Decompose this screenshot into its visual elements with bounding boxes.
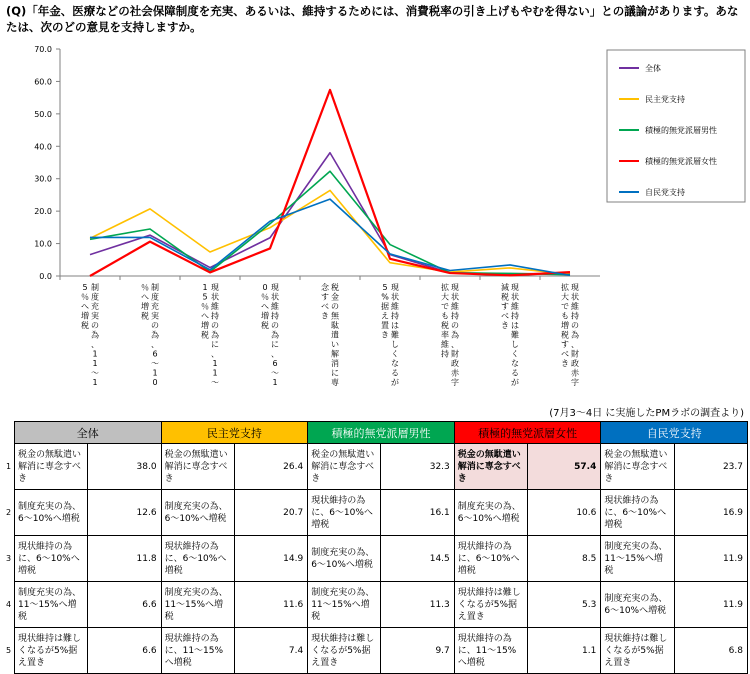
x-category-label: 現状維持の為、財政赤字拡大でも増税すべき xyxy=(561,283,579,387)
rank-col-header xyxy=(6,422,15,444)
answer-text: 現状維持の為に、11～15%へ増税 xyxy=(454,628,527,674)
answer-text: 税金の無駄遣い解消に専念すべき xyxy=(454,444,527,490)
answer-value: 10.6 xyxy=(528,490,601,536)
ranking-table-header xyxy=(6,422,748,444)
table-header: 積極的無党派層女性 xyxy=(454,422,601,444)
x-category-label: 現状維持の為、財政赤字拡大でも税率維持 xyxy=(441,283,459,387)
answer-text: 現状維持の為に、11～15%へ増税 xyxy=(161,628,234,674)
answer-value: 11.8 xyxy=(88,536,161,582)
answer-text: 税金の無駄遣い解消に専念すべき xyxy=(308,444,381,490)
y-tick-label: 20.0 xyxy=(34,207,52,217)
line-chart xyxy=(0,38,750,410)
x-category-label: 現状維持の為に、 6 ～ 10 ％へ増税 xyxy=(261,283,279,387)
legend-label: 積極的無党派層男性 xyxy=(645,126,717,135)
line-chart-svg xyxy=(0,38,750,410)
y-tick-label: 40.0 xyxy=(34,142,52,152)
answer-text: 制度充実の為、6～10%へ増税 xyxy=(601,582,674,628)
answer-text: 制度充実の為、6～10%へ増税 xyxy=(15,490,88,536)
table-row xyxy=(6,490,748,536)
rank-number: 1 xyxy=(6,444,15,490)
answer-value: 11.9 xyxy=(674,536,747,582)
answer-text: 現状維持の為に、6～10%へ増税 xyxy=(15,536,88,582)
answer-text: 制度充実の為、6～10%へ増税 xyxy=(308,536,381,582)
answer-text: 制度充実の為、11～15%へ増税 xyxy=(15,582,88,628)
answer-text: 制度充実の為、6～10%へ増税 xyxy=(454,490,527,536)
table-header: 全体 xyxy=(15,422,162,444)
table-header: 積極的無党派層男性 xyxy=(308,422,455,444)
answer-value: 11.3 xyxy=(381,582,454,628)
legend-label: 民主党支持 xyxy=(645,95,685,104)
answer-text: 税金の無駄遣い解消に専念すべき xyxy=(601,444,674,490)
rank-number: 3 xyxy=(6,536,15,582)
x-category-label: 制度充実の為、 6 ～ 1 0％へ増税 xyxy=(141,283,159,387)
answer-value: 6.6 xyxy=(88,628,161,674)
answer-text: 現状維持は難しくなるが5%据え置き xyxy=(15,628,88,674)
series-line-2 xyxy=(90,190,570,274)
answer-value: 5.3 xyxy=(528,582,601,628)
answer-text: 制度充実の為、11～15%へ増税 xyxy=(308,582,381,628)
answer-value: 16.1 xyxy=(381,490,454,536)
source-note: (7月3～4日 に実施したPMラボの調査より) xyxy=(549,408,744,419)
table-row xyxy=(6,628,748,674)
answer-text: 現状維持の為に、6～10%へ増税 xyxy=(601,490,674,536)
y-tick-label: 30.0 xyxy=(34,174,52,184)
legend-label: 自民党支持 xyxy=(645,188,685,197)
x-category-label: 制度充実の為、 1 1 ～ 15 ％へ増税 xyxy=(81,283,99,387)
legend-label: 積極的無党派層女性 xyxy=(645,157,717,166)
answer-text: 現状維持の為に、6～10%へ増税 xyxy=(308,490,381,536)
answer-value: 26.4 xyxy=(234,444,307,490)
answer-value: 57.4 xyxy=(528,444,601,490)
answer-value: 11.6 xyxy=(234,582,307,628)
x-category-label: 現状維持は難しくなるが減税すべき xyxy=(501,283,519,387)
y-tick-label: 10.0 xyxy=(34,239,52,249)
answer-value: 20.7 xyxy=(234,490,307,536)
answer-text: 現状維持の為に、6～10%へ増税 xyxy=(454,536,527,582)
series-line-3 xyxy=(90,171,570,274)
answer-value: 7.4 xyxy=(234,628,307,674)
x-category-label: 現状維持は難しくなるが5 %据え置き xyxy=(381,283,399,387)
answer-value: 12.6 xyxy=(88,490,161,536)
answer-value: 14.9 xyxy=(234,536,307,582)
table-row xyxy=(6,582,748,628)
question-text: (Q)「年金、医療などの社会保障制度を充実、あるいは、維持するためには、消費税率の引き上げもやむを得ない」との議論があります。あなたは、次のどの意見を支持しますか。 xyxy=(6,4,739,34)
table-row xyxy=(6,444,748,490)
ranking-table-body xyxy=(6,444,748,674)
answer-value: 14.5 xyxy=(381,536,454,582)
y-tick-label: 50.0 xyxy=(34,109,52,119)
answer-text: 現状維持は難しくなるが5%据え置き xyxy=(601,628,674,674)
rank-number: 4 xyxy=(6,582,15,628)
answer-text: 制度充実の為、11～15%へ増税 xyxy=(601,536,674,582)
answer-text: 現状維持は難しくなるが5%据え置き xyxy=(454,582,527,628)
x-category-label: 現状維持の為に、 1 1 ～1 5 ％へ増税 xyxy=(201,283,219,387)
answer-value: 38.0 xyxy=(88,444,161,490)
answer-text: 制度充実の為、11～15%へ増税 xyxy=(161,582,234,628)
answer-value: 32.3 xyxy=(381,444,454,490)
answer-value: 16.9 xyxy=(674,490,747,536)
answer-value: 6.6 xyxy=(88,582,161,628)
y-tick-label: 70.0 xyxy=(34,45,52,54)
table-row xyxy=(6,536,748,582)
legend-label: 全体 xyxy=(645,64,661,73)
answer-value: 1.1 xyxy=(528,628,601,674)
x-category-label: 税金の無駄遣い解消に専念すべき xyxy=(321,283,339,387)
ranking-table xyxy=(6,421,748,674)
y-tick-label: 60.0 xyxy=(34,77,52,87)
answer-value: 23.7 xyxy=(674,444,747,490)
answer-text: 税金の無駄遣い解消に専念すべき xyxy=(161,444,234,490)
table-header: 民主党支持 xyxy=(161,422,308,444)
answer-value: 8.5 xyxy=(528,536,601,582)
answer-value: 9.7 xyxy=(381,628,454,674)
table-header: 自民党支持 xyxy=(601,422,748,444)
rank-number: 5 xyxy=(6,628,15,674)
y-tick-label: 0.0 xyxy=(39,272,52,281)
answer-text: 制度充実の為、6～10%へ増税 xyxy=(161,490,234,536)
answer-value: 11.9 xyxy=(674,582,747,628)
answer-text: 税金の無駄遣い解消に専念すべき xyxy=(15,444,88,490)
answer-value: 6.8 xyxy=(674,628,747,674)
series-line-4 xyxy=(90,90,570,276)
rank-number: 2 xyxy=(6,490,15,536)
answer-text: 現状維持は難しくなるが5%据え置き xyxy=(308,628,381,674)
answer-text: 現状維持の為に、6～10%へ増税 xyxy=(161,536,234,582)
